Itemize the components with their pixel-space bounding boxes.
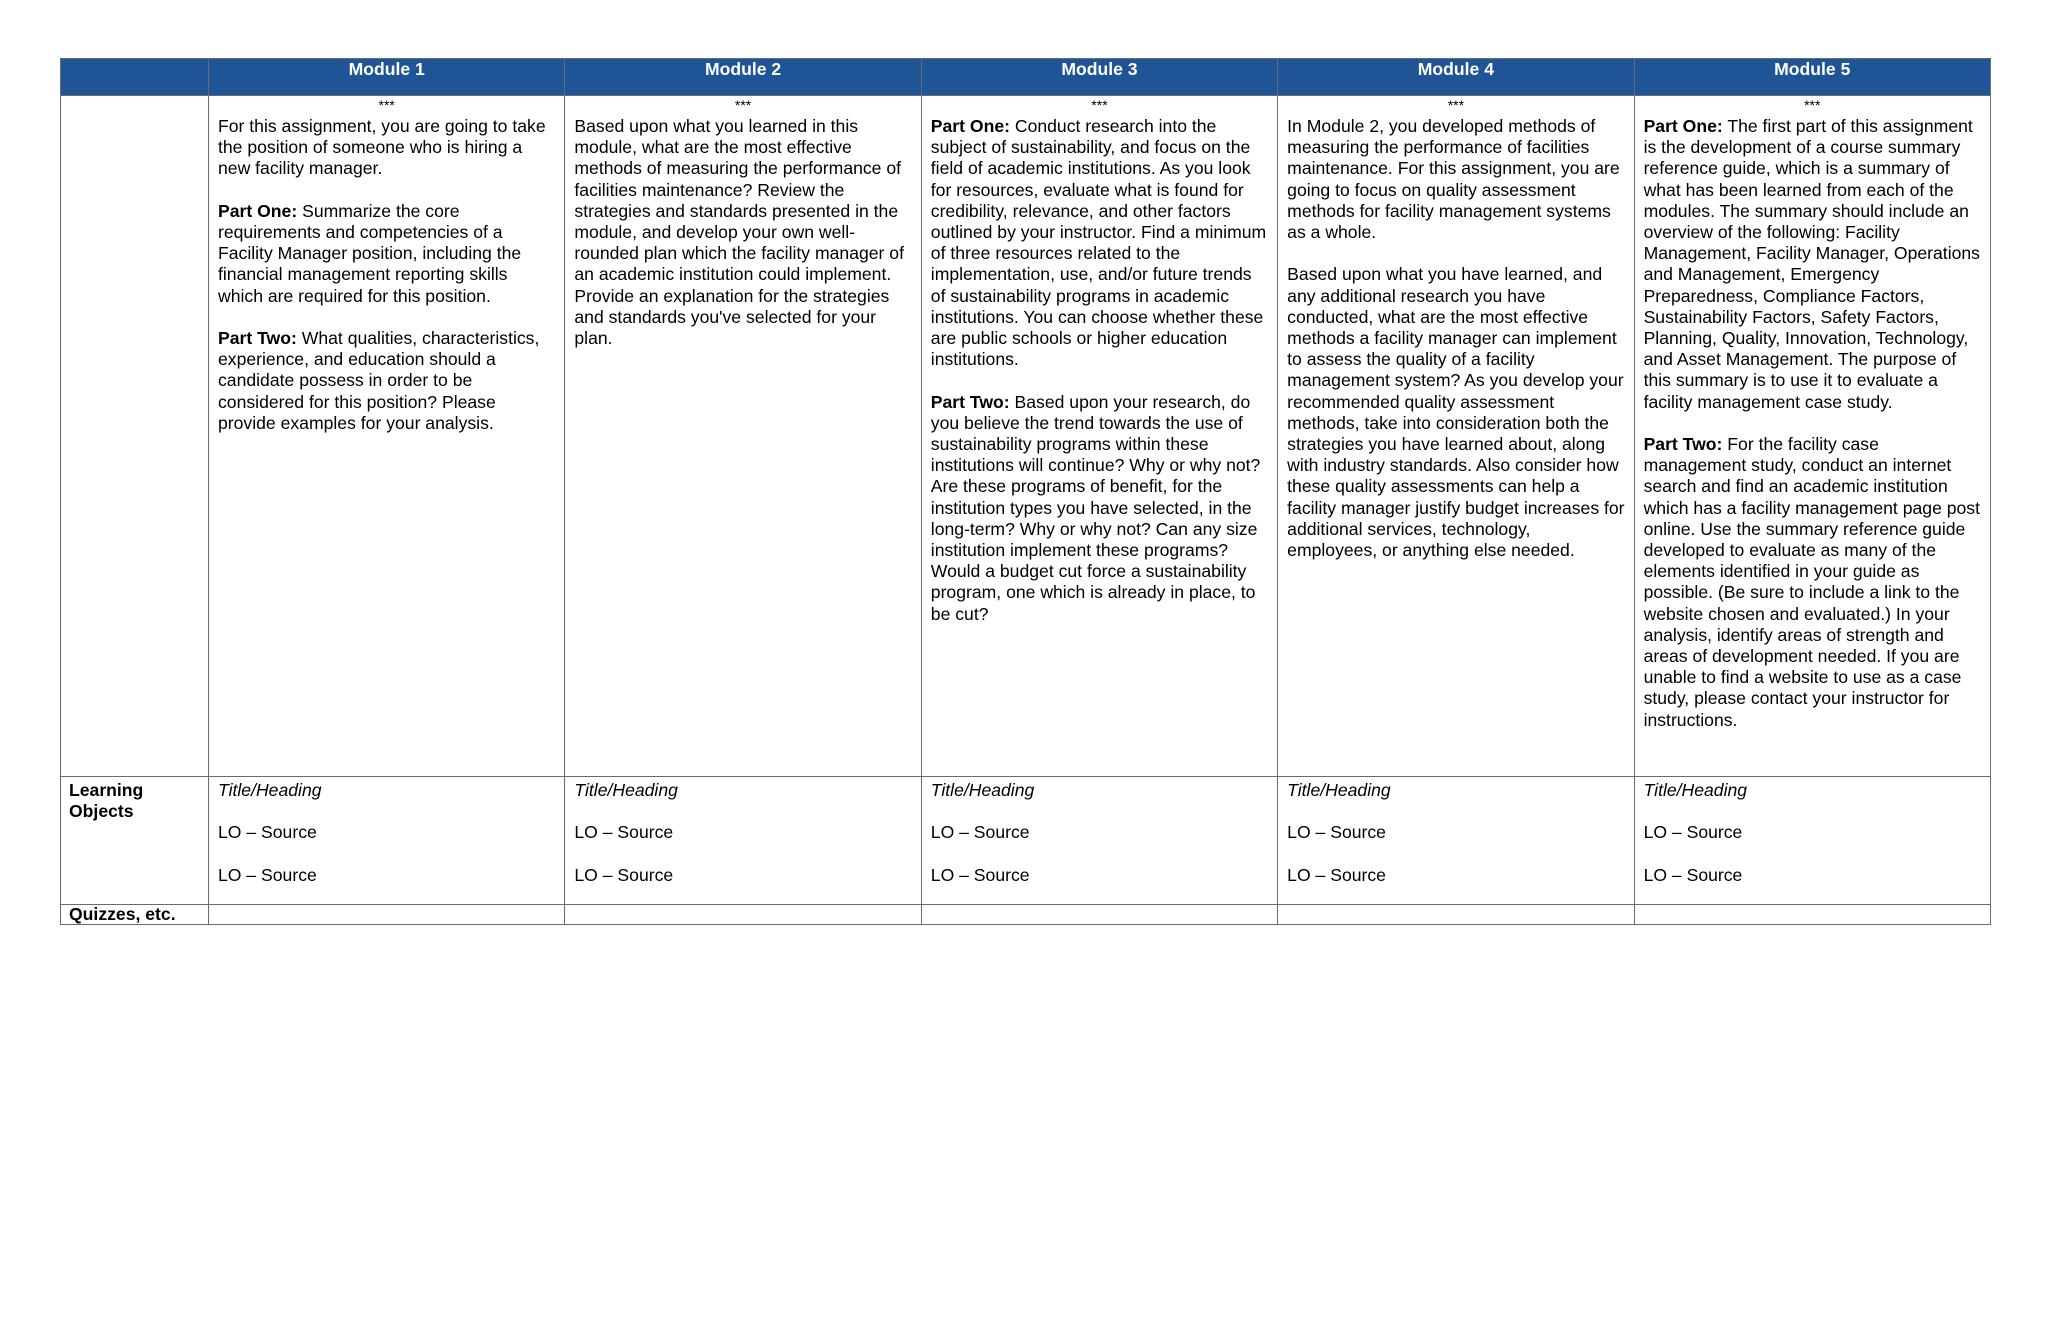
learning-objects-label: Learning Objects: [61, 777, 209, 905]
quizzes-cell-module-5: [1634, 905, 1990, 925]
header-module-5: Module 5: [1634, 59, 1990, 96]
part-one-text: The first part of this assignment is the development of a course summary reference guide, which is a summary of what has been learned from each of the modules. The summary should include an overview of the following: Facility Management, Facility Manager, Operations and Management, Emergency Preparedness, Compliance Factors, Sustainability Factors, Safety Factors, Planning, Quality, Innovation, Technology, and Asset Management. The purpose of this summary is to use it to evaluate a facility management case study.: [1643, 116, 1980, 412]
lo-source: LO – Source: [1287, 864, 1386, 885]
stars-marker: ***: [378, 97, 395, 113]
part-one-label: Part One:: [930, 116, 1010, 136]
lo-source: LO – Source: [1643, 822, 1743, 843]
quizzes-cell-module-3: [921, 905, 1277, 925]
assignment-cell-module-2: [565, 96, 921, 777]
assignment-part-two: [1644, 434, 1981, 731]
lo-source: LO – Source: [218, 864, 317, 885]
learning-objects-cell-module-2: [565, 777, 921, 905]
stars-marker: ***: [1091, 97, 1108, 113]
header-module-2: Module 2: [565, 59, 921, 96]
lo-title: Title/Heading: [930, 780, 1035, 800]
part-two-label: Part Two:: [1643, 434, 1723, 455]
stars-marker: ***: [1447, 97, 1465, 113]
assignment-row-label: [61, 96, 209, 777]
lo-source: LO – Source: [930, 822, 1030, 843]
assignment-part-one: [218, 201, 555, 307]
learning-objects-cell-module-1: [209, 777, 565, 905]
lo-source: LO – Source: [574, 864, 674, 885]
lo-source: LO – Source: [218, 822, 317, 843]
stars-marker: ***: [1804, 97, 1821, 113]
lo-source: LO – Source: [1643, 864, 1743, 885]
part-one-text: Summarize the core requirements and competencies of a Facility Manager position, including the financial management reporting skills which are required for this position.: [218, 200, 522, 306]
assignment-intro: In Module 2, you developed methods of measuring the performance of facilities maintenance. For this assignment, you are going to focus on quality assessment methods for facility management systems as a whole.: [1287, 116, 1620, 243]
part-two-label: Part Two:: [930, 391, 1010, 412]
assignment-cell-module-5: [1634, 96, 1990, 777]
part-one-label: Part One:: [218, 200, 298, 221]
assignment-part-one: [931, 116, 1268, 370]
assignment-row: [61, 96, 1991, 777]
quizzes-label: Quizzes, etc.: [61, 905, 209, 925]
lo-title: Title/Heading: [574, 780, 678, 800]
header-module-4: Module 4: [1278, 59, 1634, 96]
part-two-text: What qualities, characteristics, experience, and education should a candidate possess in order to be considered for this position? Please provide examples for your analysis.: [218, 328, 540, 433]
lo-source: LO – Source: [574, 822, 674, 843]
header-module-1: Module 1: [209, 59, 565, 96]
lo-title: Title/Heading: [1643, 780, 1748, 800]
learning-objects-cell-module-4: [1278, 777, 1634, 905]
part-two-label: Part Two:: [218, 328, 297, 348]
assignment-second-paragraph: Based upon what you have learned, and any additional research you have conducted, what are the most effective methods a facility manager can implement to assess the quality of a facility management system? As you develop your recommended quality assessment methods, take into consideration both the strategies you have learned about, along with industry standards. Also consider how these quality assessments can help a facility manager justify budget increases for additional services, technology, employees, or anything else needed.: [1287, 264, 1625, 561]
learning-objects-cell-module-5: [1634, 777, 1990, 905]
part-two-text: For the facility case management study, conduct an internet search and find an academic institution which has a facility management page post online. Use the summary reference guide developed to evaluate as many of the elements identified in your guide as possible. (Be sure to include a link to the website chosen and evaluated.) In your analysis, identify areas of strength and areas of development needed. If you are unable to find a website to use as a case study, please contact your instructor for instructions.: [1643, 434, 1980, 730]
quizzes-row: [61, 905, 1991, 925]
part-two-text: Based upon your research, do you believe the trend towards the use of sustainability programs within these institutions will continue? Why or why not? Are these programs of benefit, for the institution types you have selected, in the long-term? Why or why not? Can any size institution implement these programs? Would a budget cut force a sustainability program, one which is already in place, to be cut?: [930, 391, 1261, 624]
assignment-cell-module-1: [209, 96, 565, 777]
assignment-part-two: [218, 328, 555, 434]
header-corner-cell: [61, 59, 209, 96]
lo-title: Title/Heading: [218, 780, 322, 800]
quizzes-cell-module-1: [209, 905, 565, 925]
assignment-cell-module-4: [1278, 96, 1634, 777]
assignment-cell-module-3: [921, 96, 1277, 777]
header-module-3: Module 3: [921, 59, 1277, 96]
part-one-label: Part One:: [1643, 116, 1723, 136]
learning-objects-cell-module-3: [921, 777, 1277, 905]
header-row: [61, 59, 1991, 96]
part-one-text: Conduct research into the subject of sustainability, and focus on the field of academic institutions. As you look for resources, evaluate what is found for credibility, relevance, and other factors outlined by your instructor. Find a minimum of three resources related to the implementation, use, and/or future trends of sustainability programs in academic institutions. You can choose whether these are public schools or higher education institutions.: [930, 116, 1267, 370]
assignment-part-one: [1644, 116, 1981, 413]
learning-objects-row: [61, 777, 1991, 905]
lo-source: LO – Source: [930, 864, 1030, 885]
stars-marker: ***: [734, 97, 752, 113]
lo-title: Title/Heading: [1287, 780, 1391, 800]
assignment-intro: Based upon what you learned in this module, what are the most effective methods of measuring the performance of facilities maintenance? Review the strategies and standards presented in the module, and develop your own well-rounded plan which the facility manager of an academic institution could implement. Provide an explanation for the strategies and standards you've selected for your plan.: [574, 116, 904, 349]
course-module-table: [60, 58, 1991, 925]
quizzes-cell-module-4: [1278, 905, 1634, 925]
lo-source: LO – Source: [1287, 822, 1386, 843]
assignment-intro: For this assignment, you are going to take the position of someone who is hiring a new facility manager.: [218, 116, 546, 179]
quizzes-cell-module-2: [565, 905, 921, 925]
assignment-part-two: [931, 392, 1268, 625]
